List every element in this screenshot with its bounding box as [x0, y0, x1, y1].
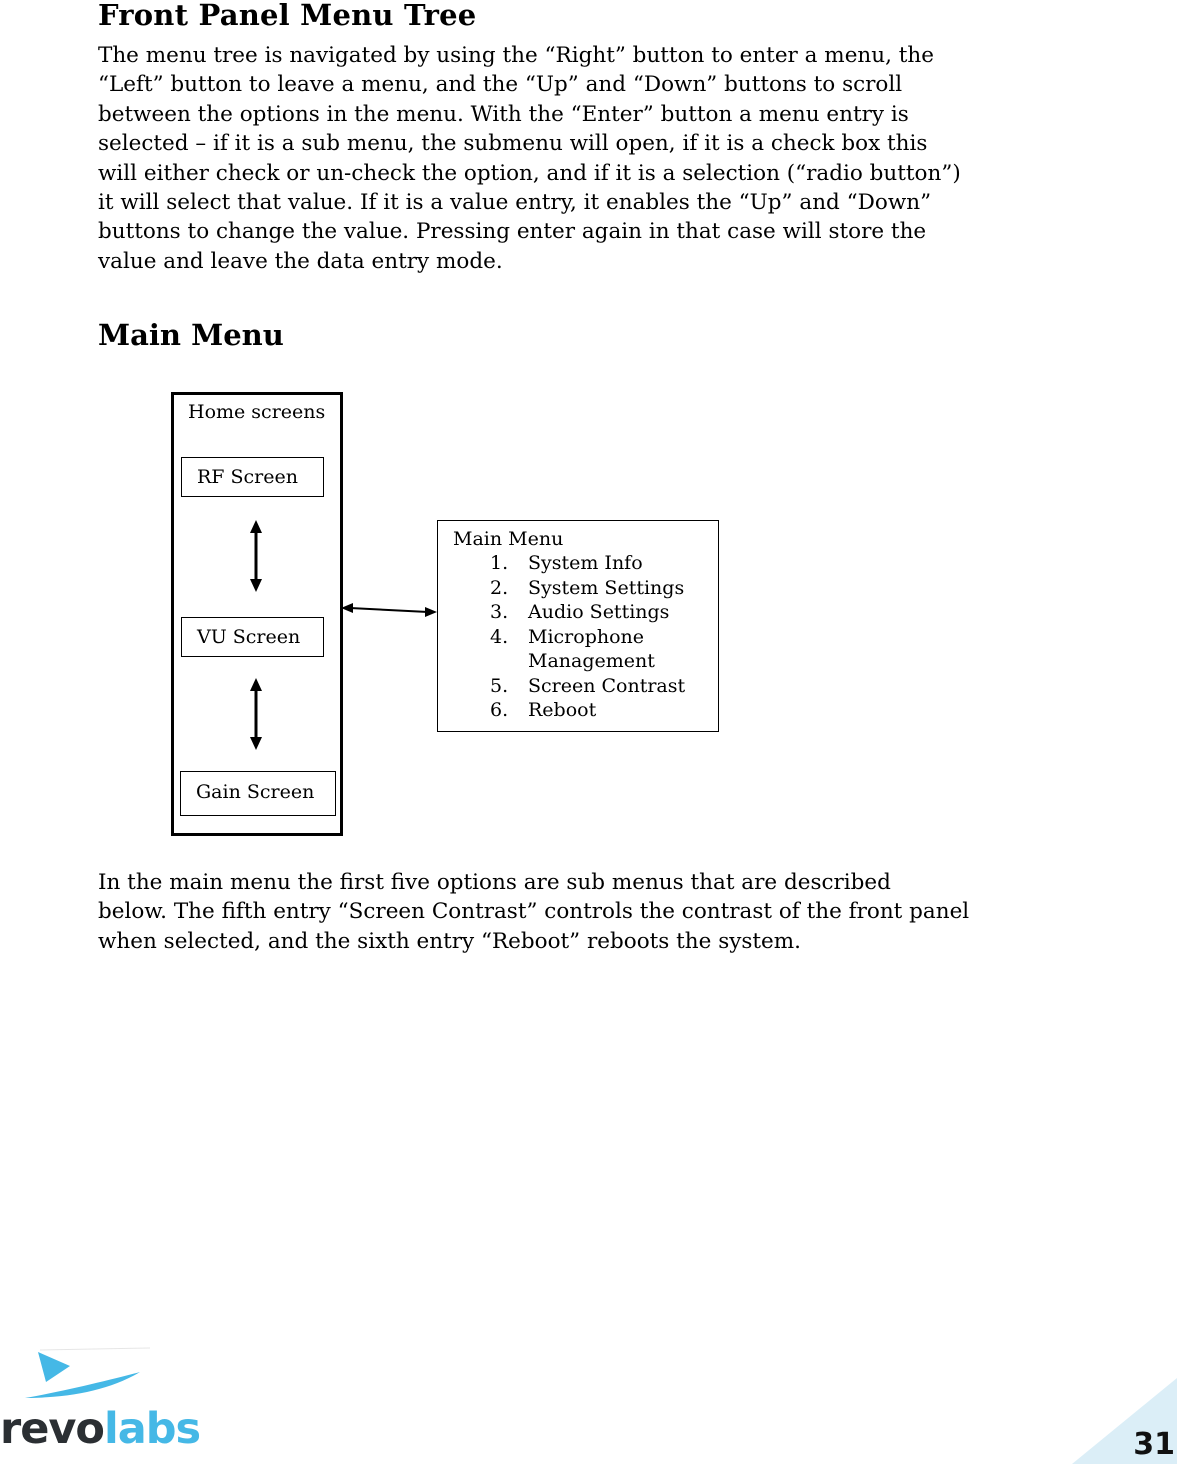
- down-arrowhead-icon: [250, 737, 262, 750]
- intro-line: between the options in the menu. With the “Enter” button a menu entry is: [98, 101, 909, 127]
- menu-item-system-settings: System Settings: [528, 577, 685, 599]
- intro-line: buttons to change the value. Pressing enter again in that case will store the: [98, 219, 927, 245]
- vu-screen-box: VU Screen: [181, 617, 324, 657]
- intro-line: will either check or un-check the option, and if it is a selection (“radio button”): [98, 160, 961, 186]
- menu-item-number: 5.: [490, 675, 509, 697]
- up-arrowhead-icon: [250, 520, 262, 533]
- home-screens-label: Home screens: [188, 401, 326, 423]
- menu-item-number: 4.: [490, 626, 509, 648]
- footer-rule: [40, 1348, 150, 1350]
- gain-screen-box: Gain Screen: [180, 771, 336, 816]
- rf-screen-box: RF Screen: [181, 457, 324, 497]
- intro-line: value and leave the data entry mode.: [98, 248, 503, 274]
- intro-line: it will select that value. If it is a value entry, it enables the “Up” and “Down”: [98, 190, 932, 216]
- down-arrowhead-icon: [250, 579, 262, 592]
- intro-line: “Left” button to leave a menu, and the “Up” and “Down” buttons to scroll: [98, 72, 903, 98]
- outro-line: In the main menu the first five options are sub menus that are described: [98, 870, 891, 895]
- logo-swoosh-icon: [25, 1372, 140, 1398]
- menu-item-microphone: Microphone: [528, 626, 645, 648]
- menu-item-number: 3.: [490, 601, 509, 623]
- menu-item-reboot: Reboot: [528, 699, 597, 721]
- outro-paragraph: [98, 868, 1088, 956]
- main-menu-title: Main Menu: [453, 528, 564, 550]
- up-arrowhead-icon: [250, 678, 262, 691]
- right-arrowhead-icon: [425, 607, 437, 617]
- menu-item-number: 1.: [490, 552, 509, 574]
- menu-item-audio-settings: Audio Settings: [528, 601, 670, 623]
- home-menu-arrow-shaft: [350, 608, 428, 612]
- logo-fin-icon: [38, 1352, 70, 1382]
- logo-text-labs: labs: [103, 1404, 201, 1454]
- outro-line: when selected, and the sixth entry “Reboot” reboots the system.: [98, 928, 802, 954]
- page-heading: Front Panel Menu Tree: [98, 0, 477, 32]
- menu-item-number: 6.: [490, 699, 509, 721]
- menu-item-management: Management: [528, 650, 655, 672]
- intro-line: selected – if it is a sub menu, the submenu will open, if it is a check box this: [98, 131, 928, 157]
- section-heading: Main Menu: [98, 318, 284, 352]
- page-number: 31: [1133, 1427, 1175, 1462]
- menu-item-number: 2.: [490, 577, 509, 599]
- outro-line: below. The fifth entry “Screen Contrast” controls the contrast of the front panel: [98, 899, 970, 925]
- intro-line: The menu tree is navigated by using the “Right” button to enter a menu, the: [98, 43, 934, 68]
- left-arrowhead-icon: [341, 603, 353, 613]
- logo-text-revo: revo: [0, 1404, 104, 1454]
- revolabs-logo: [0, 1404, 201, 1454]
- menu-item-system-info: System Info: [528, 552, 643, 574]
- menu-item-screen-contrast: Screen Contrast: [528, 675, 686, 697]
